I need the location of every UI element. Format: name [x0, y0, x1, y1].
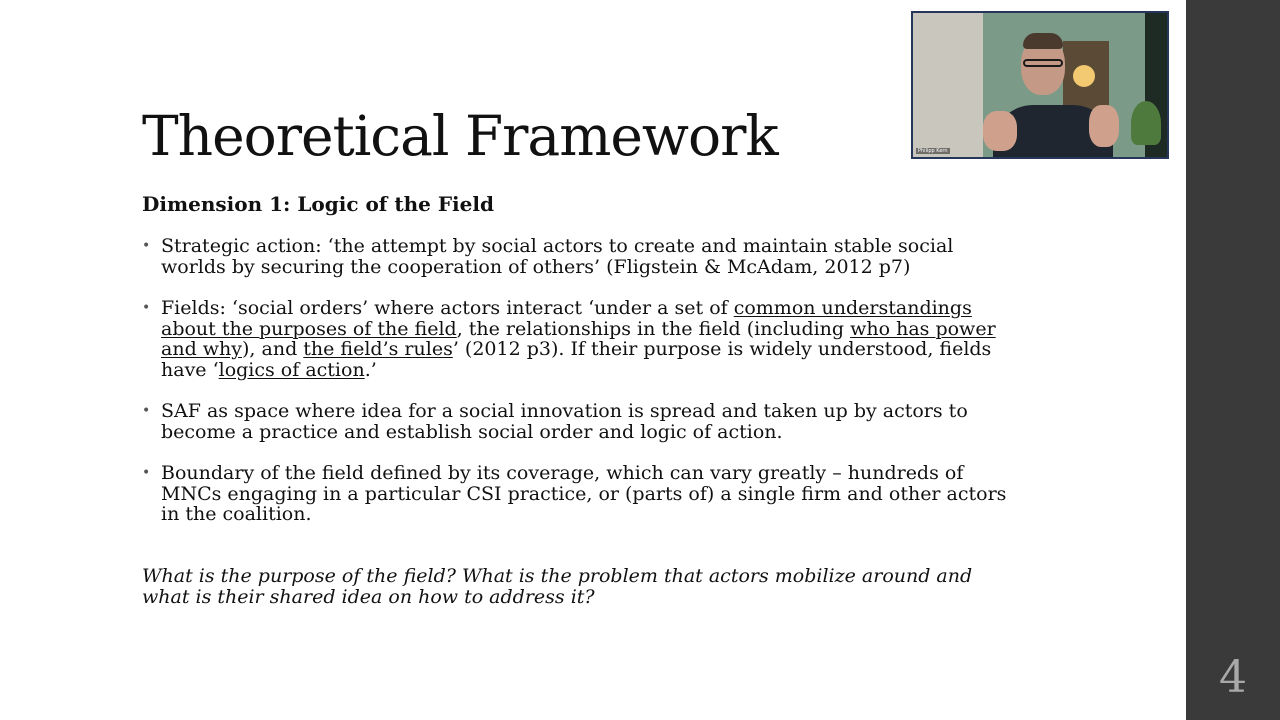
bullet-text: .’ [364, 358, 377, 381]
slide-side-bar [1186, 0, 1280, 720]
bullet-text: SAF as space where idea for a social innovation is spread and taken up by actors to become a practice and establish social order and logic of action. [161, 400, 968, 443]
speaker-hair [1023, 33, 1063, 49]
bullet-text: Boundary of the field defined by its coverage, which can vary greatly – hundreds of MNCs engaging in a particular CSI practice, or (parts of) a single firm and other actors in the coalition. [161, 462, 1007, 525]
underlined-phrase: common understandings about the purposes of the field [161, 297, 972, 340]
bullet-item [142, 298, 1022, 380]
bullet-item [142, 401, 1022, 442]
bullet-text: ), and [242, 338, 304, 360]
bullet-text: Strategic action: ‘the attempt by social actors to create and maintain stable social worlds by securing the cooperation of others’ (Fligstein & McAdam, 2012 p7) [161, 235, 954, 278]
bullet-text: , the relationships in the field (including [456, 317, 851, 340]
speaker-hand-left [983, 111, 1017, 151]
bullet-text: ’ (2012 p3). If their purpose is widely understood, fields have ‘ [161, 338, 992, 381]
bullet-text: Fields: ‘social orders’ where actors interact ‘under a set of [161, 297, 734, 319]
bullet-list [142, 236, 1022, 546]
slide-title: Theoretical Framework [142, 104, 778, 168]
speaker-hand-right [1089, 105, 1119, 147]
bullet-item [142, 236, 1022, 277]
dimension-heading: Dimension 1: Logic of the Field [142, 192, 494, 216]
underlined-phrase: logics of action [218, 358, 365, 381]
participant-name-label: Philipp Kern [918, 148, 948, 154]
video-background-wall [913, 13, 983, 159]
video-lamp [1073, 65, 1095, 87]
slide-number: 4 [1219, 652, 1247, 703]
bullet-item [142, 463, 1022, 525]
video-plant [1131, 101, 1161, 145]
closing-question: What is the purpose of the field? What is the problem that actors mobilize around and what is their shared idea on how to address it? [142, 565, 973, 608]
underlined-phrase: who has power and why [161, 317, 996, 360]
webcam-video-tile[interactable] [911, 11, 1169, 159]
underlined-phrase: the field’s rules [303, 338, 453, 360]
speaker-glasses [1023, 59, 1063, 67]
